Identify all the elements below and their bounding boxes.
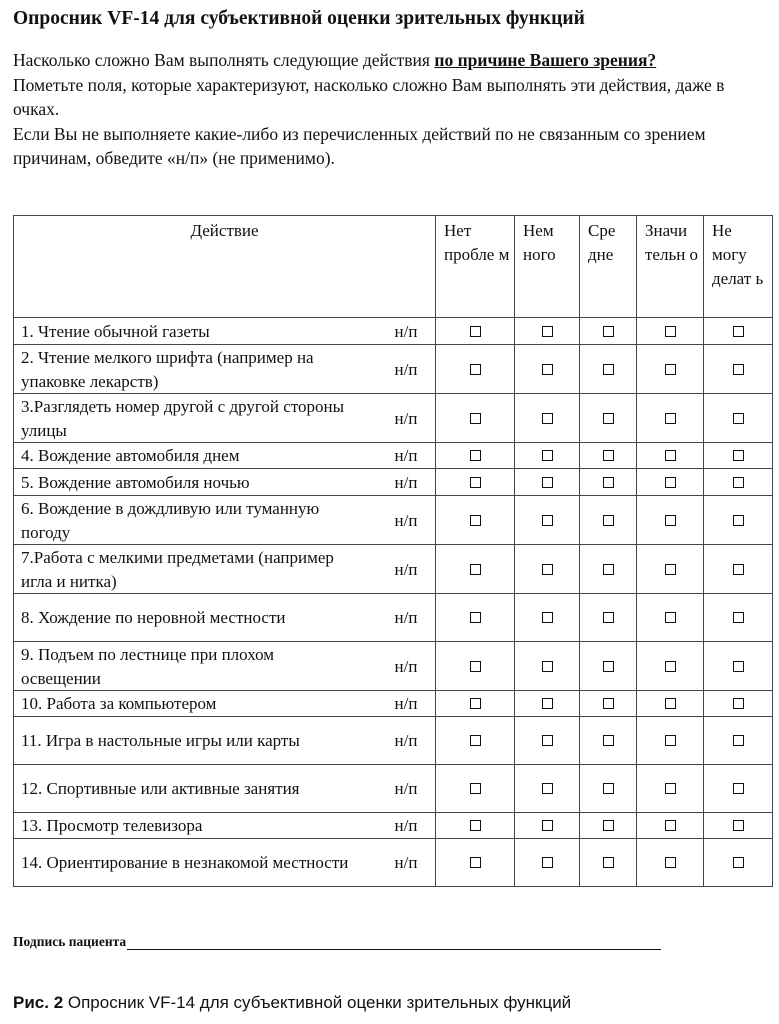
checkbox-unable[interactable] <box>733 515 744 526</box>
question-emphasis: по причине Вашего зрения? <box>434 50 657 70</box>
checkbox-slightly[interactable] <box>542 698 553 709</box>
checkbox-unable[interactable] <box>733 698 744 709</box>
checkbox-significant[interactable] <box>665 735 676 746</box>
table-row <box>14 318 773 345</box>
not-applicable-option[interactable]: н/п <box>394 472 418 492</box>
checkbox-no-problem[interactable] <box>470 326 481 337</box>
action-label: 14. Ориентирование в незнакомой местности <box>21 853 349 873</box>
checkbox-no-problem[interactable] <box>470 857 481 868</box>
checkbox-no-problem[interactable] <box>470 820 481 831</box>
table-row <box>14 642 773 691</box>
signature-field <box>13 934 661 950</box>
checkbox-no-problem[interactable] <box>470 515 481 526</box>
checkbox-moderate[interactable] <box>603 413 614 424</box>
checkbox-unable[interactable] <box>733 364 744 375</box>
checkbox-slightly[interactable] <box>542 515 553 526</box>
checkbox-unable[interactable] <box>733 735 744 746</box>
instruction-not-applicable: Если Вы не выполняете какие-либо из перечисленных действий по не связанным со зрением причинам, обведите «н/п» (не применимо). <box>13 123 706 168</box>
header-moderate: Сре дне <box>580 216 637 318</box>
checkbox-slightly[interactable] <box>542 857 553 868</box>
signature-label: Подпись пациента <box>13 934 127 949</box>
not-applicable-option[interactable]: н/п <box>394 816 418 836</box>
table-row <box>14 394 773 443</box>
action-label: 5. Вождение автомобиля ночью <box>21 472 250 492</box>
table-row <box>14 469 773 496</box>
checkbox-moderate[interactable] <box>603 450 614 461</box>
checkbox-moderate[interactable] <box>603 477 614 488</box>
checkbox-moderate[interactable] <box>603 564 614 575</box>
questionnaire-table <box>13 215 773 887</box>
checkbox-moderate[interactable] <box>603 661 614 672</box>
checkbox-slightly[interactable] <box>542 783 553 794</box>
action-label: 3.Разглядеть номер другой с другой стороны улицы <box>21 397 345 440</box>
checkbox-unable[interactable] <box>733 326 744 337</box>
checkbox-significant[interactable] <box>665 450 676 461</box>
checkbox-unable[interactable] <box>733 612 744 623</box>
not-applicable-option[interactable]: н/п <box>394 559 418 579</box>
checkbox-significant[interactable] <box>665 661 676 672</box>
checkbox-unable[interactable] <box>733 564 744 575</box>
header-action: Действие <box>14 216 436 318</box>
action-label: 1. Чтение обычной газеты <box>21 321 210 341</box>
checkbox-significant[interactable] <box>665 364 676 375</box>
checkbox-slightly[interactable] <box>542 450 553 461</box>
instruction-question <box>13 48 768 73</box>
table-row <box>14 839 773 887</box>
not-applicable-option[interactable]: н/п <box>394 731 418 751</box>
action-label: 13. Просмотр телевизора <box>21 816 203 836</box>
checkbox-slightly[interactable] <box>542 820 553 831</box>
signature-line[interactable] <box>127 936 661 950</box>
instruction-mark-fields: Пометьте поля, которые характеризуют, насколько сложно Вам выполнять эти действия, даже в очках. <box>13 74 725 119</box>
checkbox-no-problem[interactable] <box>470 364 481 375</box>
not-applicable-option[interactable]: н/п <box>394 694 418 714</box>
checkbox-slightly[interactable] <box>542 364 553 375</box>
checkbox-moderate[interactable] <box>603 698 614 709</box>
checkbox-no-problem[interactable] <box>470 661 481 672</box>
checkbox-slightly[interactable] <box>542 661 553 672</box>
checkbox-slightly[interactable] <box>542 477 553 488</box>
checkbox-no-problem[interactable] <box>470 735 481 746</box>
checkbox-moderate[interactable] <box>603 857 614 868</box>
figure-caption <box>13 993 571 1013</box>
checkbox-unable[interactable] <box>733 450 744 461</box>
table-row <box>14 691 773 717</box>
checkbox-significant[interactable] <box>665 413 676 424</box>
figure-label: Рис. 2 <box>13 993 64 1012</box>
table-row <box>14 545 773 594</box>
action-label: 9. Подъем по лестнице при плохом освещении <box>21 645 275 688</box>
table-header <box>14 216 773 318</box>
not-applicable-option[interactable]: н/п <box>394 359 418 379</box>
table-row <box>14 717 773 765</box>
question-text: Насколько сложно Вам выполнять следующие действия <box>13 50 435 70</box>
header-unable: Не могу делат ь <box>704 216 773 318</box>
checkbox-significant[interactable] <box>665 515 676 526</box>
checkbox-moderate[interactable] <box>603 735 614 746</box>
not-applicable-option[interactable]: н/п <box>394 853 418 873</box>
checkbox-moderate[interactable] <box>603 515 614 526</box>
checkbox-significant[interactable] <box>665 326 676 337</box>
checkbox-no-problem[interactable] <box>470 612 481 623</box>
action-label: 8. Хождение по неровной местности <box>21 608 286 628</box>
checkbox-unable[interactable] <box>733 477 744 488</box>
checkbox-significant[interactable] <box>665 820 676 831</box>
checkbox-unable[interactable] <box>733 783 744 794</box>
action-label: 12. Спортивные или активные занятия <box>21 779 300 799</box>
checkbox-no-problem[interactable] <box>470 450 481 461</box>
checkbox-significant[interactable] <box>665 857 676 868</box>
header-slightly: Нем ного <box>515 216 580 318</box>
checkbox-moderate[interactable] <box>603 364 614 375</box>
table-row <box>14 345 773 394</box>
checkbox-moderate[interactable] <box>603 612 614 623</box>
action-label: 7.Работа с мелкими предметами (например игла и нитка) <box>21 548 334 591</box>
action-label: 11. Игра в настольные игры или карты <box>21 731 300 751</box>
checkbox-significant[interactable] <box>665 477 676 488</box>
checkbox-moderate[interactable] <box>603 820 614 831</box>
not-applicable-option[interactable]: н/п <box>394 408 418 428</box>
checkbox-no-problem[interactable] <box>470 477 481 488</box>
action-label: 4. Вождение автомобиля днем <box>21 446 240 466</box>
not-applicable-option[interactable]: н/п <box>394 608 418 628</box>
figure-caption-text: Опросник VF-14 для субъективной оценки зрительных функций <box>63 993 572 1012</box>
checkbox-moderate[interactable] <box>603 783 614 794</box>
table-row <box>14 443 773 469</box>
not-applicable-option[interactable]: н/п <box>394 510 418 530</box>
not-applicable-option[interactable]: н/п <box>394 321 418 341</box>
table-row <box>14 765 773 813</box>
checkbox-no-problem[interactable] <box>470 564 481 575</box>
checkbox-slightly[interactable] <box>542 326 553 337</box>
action-label: 6. Вождение в дождливую или туманную погоду <box>21 499 320 542</box>
table-row <box>14 496 773 545</box>
action-label: 2. Чтение мелкого шрифта (например на упаковке лекарств) <box>21 348 314 391</box>
table-row <box>14 813 773 839</box>
not-applicable-option[interactable]: н/п <box>394 446 418 466</box>
checkbox-significant[interactable] <box>665 698 676 709</box>
table-body <box>14 318 773 887</box>
checkbox-unable[interactable] <box>733 857 744 868</box>
checkbox-unable[interactable] <box>733 413 744 424</box>
checkbox-moderate[interactable] <box>603 326 614 337</box>
checkbox-unable[interactable] <box>733 820 744 831</box>
checkbox-slightly[interactable] <box>542 413 553 424</box>
not-applicable-option[interactable]: н/п <box>394 779 418 799</box>
header-significant: Значи тельн о <box>637 216 704 318</box>
checkbox-no-problem[interactable] <box>470 698 481 709</box>
checkbox-no-problem[interactable] <box>470 413 481 424</box>
checkbox-significant[interactable] <box>665 783 676 794</box>
checkbox-significant[interactable] <box>665 564 676 575</box>
checkbox-no-problem[interactable] <box>470 783 481 794</box>
page-title: Опросник VF-14 для субъективной оценки зрительных функций <box>13 8 585 29</box>
action-label: 10. Работа за компьютером <box>21 694 217 714</box>
checkbox-significant[interactable] <box>665 612 676 623</box>
checkbox-unable[interactable] <box>733 661 744 672</box>
table-row <box>14 594 773 642</box>
header-no-problem: Нет пробле м <box>436 216 515 318</box>
checkbox-slightly[interactable] <box>542 564 553 575</box>
instructions <box>13 48 768 171</box>
checkbox-slightly[interactable] <box>542 735 553 746</box>
checkbox-slightly[interactable] <box>542 612 553 623</box>
not-applicable-option[interactable]: н/п <box>394 656 418 676</box>
